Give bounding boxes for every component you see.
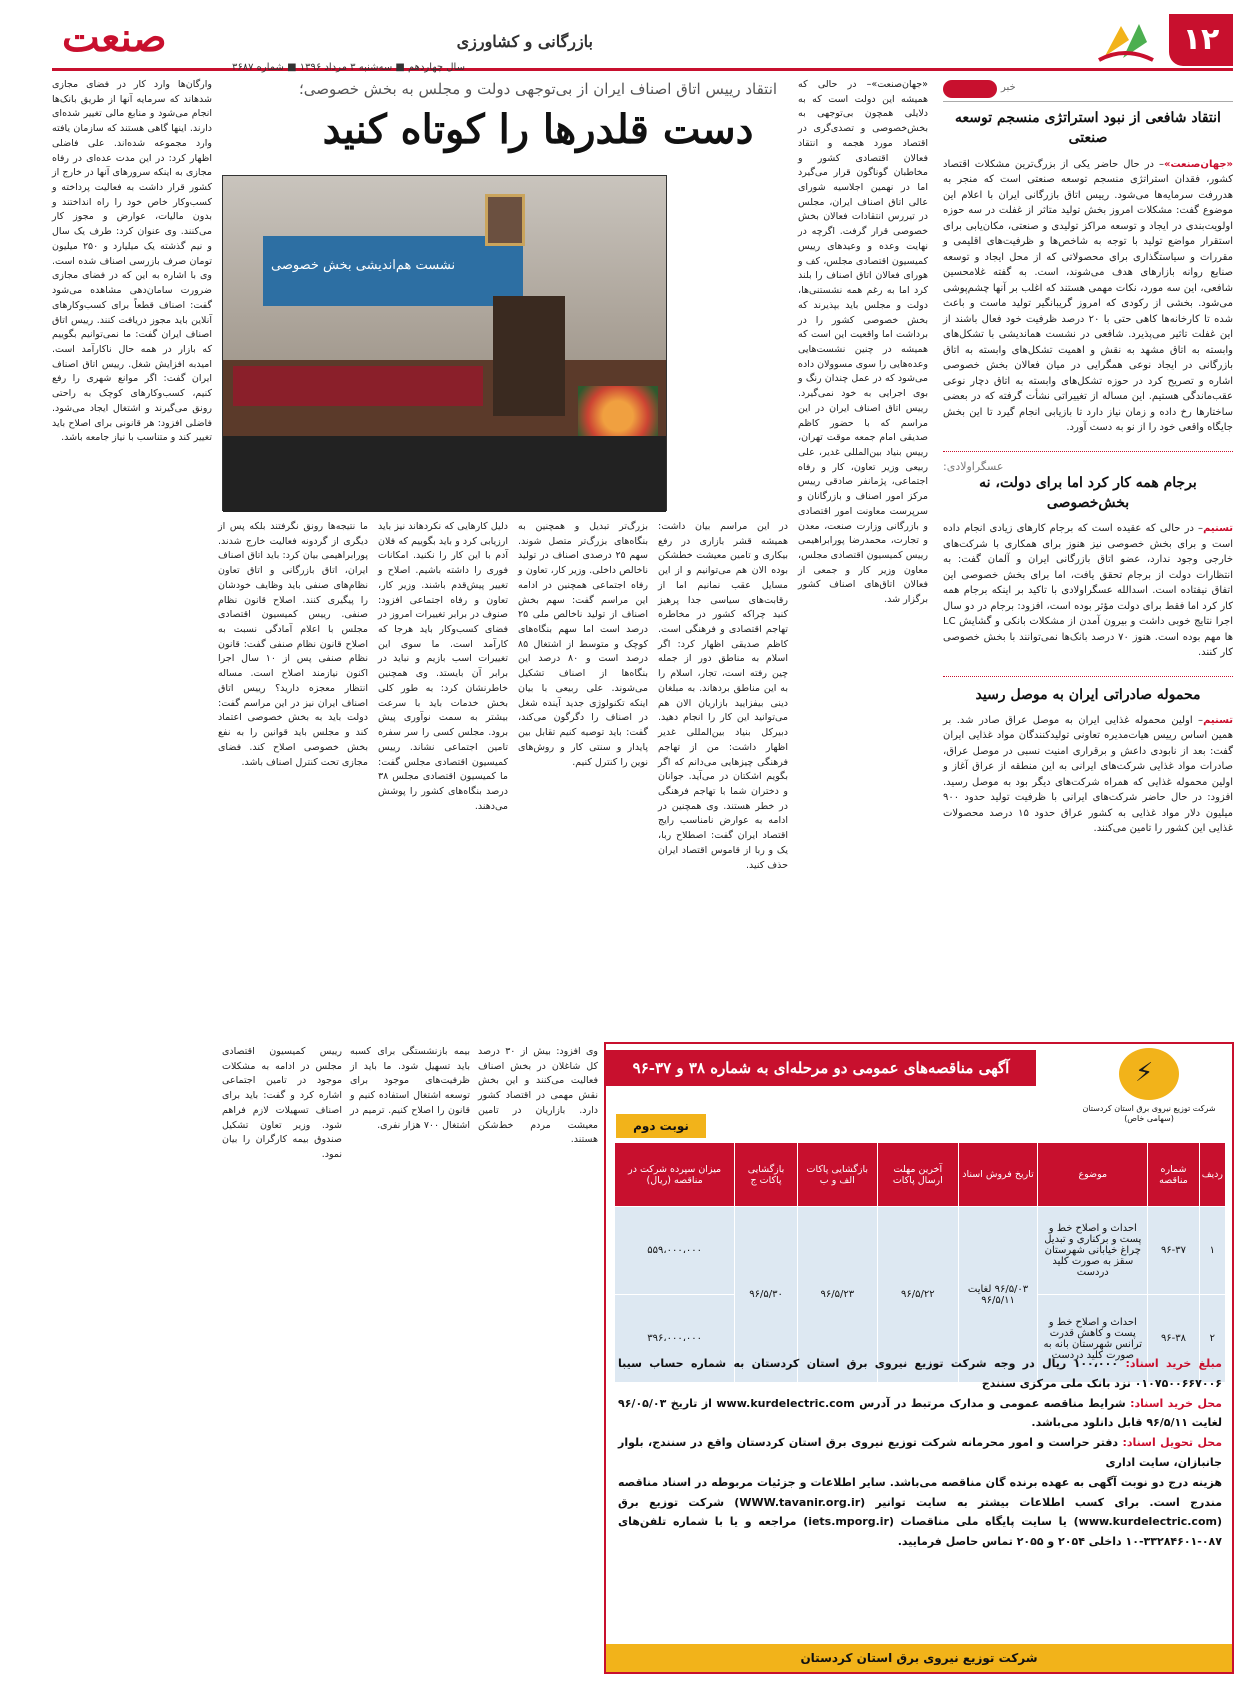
- article-lead-column: «جهان‌صنعت»– در حالی که همیشه این دولت است که به دلایلی همچون بی‌توجهی به بخش‌خصوصی و تصدی‌گری در اقتصاد مورد هجمه و انتقاد فعالان اقتصادی کشور و مخاطبان گوناگون قرار می‌گیرد اما در نهمین اجلاسیه شورای عالی اتاق اصناف ایران، مجلس در تیررس انتقادات فعالان بخش خصوصی قرار گرفت. اگرچه در نهایت وعده و وعیدهای رییس کمیسیون اقتصادی مجلس، کف و هورای فعالان اتاق اصناف را بلند کرد اما به رغم همه نشستنی‌ها، دولت و مجلس باید بپذیرند که بخش خصوصی کشور را در برداشت اما واقعیت این است که همیشه در چنین نشست‌هایی وعده‌هایی را سوی مسوولان داده می‌شود که در عمل چندان رنگ و بوی اجرایی به خود نمی‌گیرد. رییس اتاق اصناف ایران در این مراسم که با حضور کاظم صدیقی امام جمعه موقت تهران، رییس بنیاد بین‌المللی غدیر، علی ربیعی وزیر تعاون، کار و رفاه اجتماعی، پژمانفر صادقی رییس مرکز امور اصناف و بازرگانان و سرپرست معاونت امور اقتصادی و بازرگانی وزارت صنعت، معدن و تجارت، محمدرضا پورابراهیمی رییس کمیسیون اقتصادی مجلس، معاون وزیر کار و جمعی از فعالان اتاق‌های اصناف کشور برگزار شد.: [798, 79, 928, 606]
- photo-portrait: [485, 194, 525, 246]
- table-cell: ۹۶/۵/۲۳: [797, 1207, 877, 1383]
- col-header: آخرین مهلت ارسال پاکات: [877, 1143, 958, 1207]
- ad-footer-text: هزینه درج دو نوبت آگهی به عهده برنده گان مناقصه می‌باشد. سایر اطلاعات و جزئیات مربوطه در اسناد مناقصه مندرج است. برای کسب اطلاعات بیشتر به سایت توانیر (WWW.tavanir.org.ir) شرکت توزیع برق (www.kurdelectric.com) یا سایت پایگاه ملی مناقصات (iets.mporg.ir) مراجعه و یا با شماره تلفن‌های ۰۸۷-۳۳۲۸۴۶۰۱-۱۰ داخلی ۲۰۵۴ و ۲۰۵۵ تماس حاصل فرمایید.: [618, 1475, 1223, 1549]
- story1-body: [943, 157, 1233, 436]
- tender-table-header: [615, 1143, 1226, 1207]
- handshake-emblem-icon: [1095, 16, 1157, 68]
- delivery-place-text: دفتر حراست و امور محرمانه شرکت توزیع نیروی برق استان کردستان واقع در سنندج، بلوار جانبازان، سایت اداری: [618, 1436, 1222, 1469]
- masthead-info: سال چهاردهم ■ سه‌شنبه ۳ مرداد ۱۳۹۶ ■ شماره ۳۶۸۷: [232, 62, 465, 73]
- col-header: موضوع: [1038, 1143, 1148, 1207]
- col-header: میزان سپرده شرکت در مناقصه (ریال): [615, 1143, 735, 1207]
- table-cell: ۹۶/۵/۰۳ لغایت ۹۶/۵/۱۱: [958, 1207, 1037, 1383]
- banner-text: نشست هم‌اندیشی بخش خصوصی: [271, 258, 456, 273]
- company-logo: [1074, 1048, 1224, 1138]
- col-header: تاریخ فروش اسناد: [958, 1143, 1037, 1207]
- lightning-logo-icon: ⚡: [1119, 1048, 1179, 1100]
- article-column-3: بزرگ‌تر تبدیل و همچنین به بنگاه‌های بزرگ‌تر متصل شوند. سهم ۲۵ درصدی اصناف در تولید ناخالص داخلی. وزیر کار، تعاون و رفاه اجتماعی همچنین در ادامه این مراسم گفت: سهم بخش اصناف از تولید ناخالص ملی ۲۵ درصد است اما سهم بنگاه‌های کوچک و متوسط از اشتغال ۸۵ درصد است و ۸۰ درصد این بنگاه‌ها از اصناف تشکیل می‌شوند. علی ربیعی با بیان اینکه تکنولوژی جدید آینده شغل در اصناف را دگرگون می‌کند، گفت: باید توصیه کنیم تقابل بین پایدار و سنتی کار و روش‌های نوین را کنترل کنیم.: [518, 521, 648, 768]
- story3-body: [943, 713, 1233, 837]
- col-header: بازگشایی پاکات ج: [735, 1143, 797, 1207]
- purchase-price-label: مبلغ خرید اسناد:: [1125, 1357, 1222, 1370]
- ad-details: [618, 1354, 1222, 1552]
- table-cell: ۳۹۶،۰۰۰،۰۰۰: [615, 1295, 735, 1383]
- article-lower-column-2: بیمه بازنشستگی برای کسبه باید تسهیل شود. ما باید از ظرفیت‌های موجود برای توسعه اشتغال استفاده کنیم و قانون را اصلاح کنیم. ترمیم در اشتغال ۷۰۰ هزار نفری.: [350, 1046, 470, 1131]
- story3-title: محموله صادراتی ایران به موصل رسید: [975, 686, 1201, 703]
- tender-advertisement: [604, 1042, 1234, 1674]
- section-title: بازرگانی و کشاورزی: [456, 32, 593, 51]
- article-column-far-left: وارگان‌ها وارد کار در فضای مجازی شدهاند که سرمایه آنها از طریق بانک‌ها انجام می‌شود و منابع مالی تغییر شده‌ای دارند. اینها گاهی هستند که سازمان یافته وارد مجموعه شده‌اند. علی فاضلی اظهار کرد: در این مدت عده‌ای در رفاه مجازی به اینکه سرورهای آنها در خارج از کشور قرار داشت به فعالیت پرداخته و کسب‌وکار خاص خود را راه انداختند و بدون مالیات، عوارض و مجوز کار می‌کنند. وی عنوان کرد: طرف یک سال و نیم گذشته یک میلیارد و ۲۵۰ میلیون تومان صرف بازرسی اصناف شده است. وی با اشاره به این که در فضای مجازی ضرورت سامان‌دهی مشاهده می‌شود گفت: اصناف قطعاً برای کسب‌وکارهای آنلاین باید مجوز دریافت کنند. رییس اتاق اصناف ایران گفت: ما نمی‌توانیم بگوییم که بازار در همه حال ناکارآمد است. امیدبه افزایش شغل. رییس اتاق اصناف ایران گفت: اگر موانع شهری را رفع کنیم، کسب‌وکارهای کوچک به راحتی رونق می‌گیرند و اشتغال ایجاد می‌شود. فاضلی افزود: هر قانونی برای اصلاح باید تغییر کند و متناسب با نیاز جامعه باشد.: [52, 79, 212, 444]
- story3-lead: تسنیم: [1203, 714, 1233, 726]
- table-cell: ۱: [1199, 1207, 1225, 1295]
- divider: [943, 667, 1233, 677]
- photo-podium: [493, 296, 565, 416]
- photo-banner: [263, 236, 523, 306]
- table-cell: ۹۶/۵/۲۲: [877, 1207, 958, 1383]
- page-header: [52, 14, 1233, 74]
- article-kicker: انتقاد رییس اتاق اصناف ایران از بی‌توجهی دولت و مجلس به بخش خصوصی؛: [298, 80, 778, 98]
- story1-lead: «جهان‌صنعت»: [1164, 158, 1233, 170]
- table-cell: ۲: [1199, 1295, 1225, 1383]
- sidebar-tab-label: خبر: [1001, 82, 1016, 93]
- purchase-place-text: شرایط مناقصه عمومی و مدارک مرتبط در آدرس www.kurdelectric.com از تاریخ ۹۶/۰۵/۰۳ لغایت ۹۶/۵/۱۱ قابل دانلود می‌باشد.: [618, 1396, 1222, 1430]
- col-header: شماره مناقصه: [1148, 1143, 1199, 1207]
- col-header: بازگشایی پاکات الف و ب: [797, 1143, 877, 1207]
- table-cell: ۹۶-۳۷: [1148, 1207, 1199, 1295]
- page-number: ۱۲: [1169, 14, 1233, 66]
- tender-table: [614, 1142, 1226, 1383]
- story3-text: – اولین محموله غذایی ایران به موصل عراق صادر شد. بر همین اساس رییس هیات‌مدیره تعاونی تولیدکنندگان مواد غذایی ایران گفت: بعد از نابودی داعش و برقراری امنیت نسبی در موصل عراق، صادرات مواد غذایی شرکت‌های ایرانی به این منطقه از عراق آغاز و اولین محموله غذایی که همراه شرکت‌های دیگر بود به موصل رسید. افزود: در حال حاضر شرکت‌های ایرانی با ظرفیت تولید حدود ۹۰۰ میلیون دلار مواد غذایی به کشور عراق حدود ۱۵ درصد محصولات غذایی این کشور را تامین می‌کنند.: [943, 714, 1233, 835]
- story2-kicker: عسگراولادی:: [943, 459, 1004, 473]
- sidebar-pill-icon: [943, 80, 997, 98]
- newspaper-logo: [52, 14, 232, 68]
- news-sidebar: [943, 78, 1233, 1098]
- table-cell: ۵۵۹،۰۰۰،۰۰۰: [615, 1207, 735, 1295]
- headline-block: [288, 80, 788, 153]
- article-lower-column-3: وی افزود: بیش از ۳۰ درصد کل شاغلان در بخش اصناف فعالیت می‌کنند و این بخش نقش مهمی در اقتصاد کشور دارد. بازاریان در تامین معیشت مردم خط‌شکن هستند.: [478, 1046, 598, 1146]
- story2-title: برجام همه کار کرد اما برای دولت، نه بخش‌خصوصی: [979, 474, 1197, 511]
- article-column-4: دلیل کارهایی که نکردها‌ند نیز باید ارزیابی کرد و باید بگوییم که فلان آدم با این کار را نکنید. امکانات فوری را داشته باشیم. اصلاح و تغییر پیش‌قدم باشند. وزیر کار، تعاون و رفاه اجتماعی افزود: صنوف در برابر تغییرات امروز در فضای کسب‌وکار باید هرجا که کارآمد است. ما سوی این تغییرات اسب بازیم و نباید در برابر آن بایستد. وی همچنین خاطرنشان کرد: به طور کلی بخش خدمات باید با سرعت بیشتر به سمت نوآوری پیش برود. مجلس کسی را سر سفره تامین اجتماعی نشاند. رییس کمیسیون اقتصادی مجلس گفت: ما کمیسیون اقتصادی مجلس ۳۸ درصد بنگاه‌های کشور را پوشش می‌دهند.: [378, 521, 508, 812]
- table-row: [615, 1207, 1226, 1295]
- conference-photo: [222, 175, 667, 511]
- divider: [943, 442, 1233, 452]
- table-cell: احداث و اصلاح خط و پست و کاهش قدرت ترانس شهرستان بانه به صورت کلید دردست: [1038, 1295, 1148, 1383]
- article-lower-column-1: رییس کمیسیون اقتصادی مجلس در ادامه به مشکلات موجود در تامین اجتماعی اشاره کرد و گفت: باید برای اصناف تسهیلات لازم فراهم شود. وزیر تعاون تشکیل صندوق بیمه کارگران را بیان نمود.: [222, 1046, 342, 1161]
- article-headline: دست قلدرها را کوتاه کنید: [322, 106, 754, 153]
- ad-footer: شرکت توزیع نیروی برق استان کردستان: [606, 1644, 1232, 1672]
- col-header: ردیف: [1199, 1143, 1225, 1207]
- logo-text: صنعت: [62, 14, 167, 61]
- delivery-place-label: محل تحویل اسناد:: [1122, 1436, 1223, 1450]
- sidebar-tab: [943, 78, 1233, 102]
- purchase-price-text: ۱۰۰،۰۰۰ ریال در وجه شرکت توزیع نیروی برق استان کردستان به شماره حساب سیبا ۰۱۰۷۵۰۰۶۶۷۰۰۶ نزد بانک ملی مرکزی سنندج: [618, 1357, 1222, 1390]
- story2-body: [943, 521, 1233, 661]
- ad-turn-badge: نوبت دوم: [616, 1114, 706, 1138]
- ad-title: آگهی مناقصه‌های عمومی دو مرحله‌ای به شماره ۳۸ و ۳۷-۹۶: [606, 1050, 1036, 1086]
- story1-title: انتقاد شافعی از نبود استراتژی منسجم توسعه صنعتی: [955, 110, 1221, 147]
- story1-text: – در حال حاضر یکی از بزرگ‌ترین مشکلات اقتصاد کشور، فقدان استراتژی منسجم توسعه صنعتی است که منجر به هدررفت سرمایه‌ها می‌شود. رییس اتاق بازرگانی ایران با اعلام این موضوع گفت: مشکلات امروز بخش تولید متاثر از غفلت در سه حوزه اولویت‌بندی در ایجاد و توسعه مراکز تولیدی و صنعتی، مکان‌یابی برای استقرار مواضع تولید با توجه به شاخص‌ها و ظرفیت‌های اقلیمی و مقررات و سیاستگذاری برای محصولاتی که از محل ایجاد و توسعه صنایع روانه بازارهای هدف می‌شوند، است. به گفته غلامحسین شافعی، این سه مورد، نکات مهمی هستند که اغلب بر آنها چشم‌پوشی می‌شود. بخشی از رکودی که امروز گریبانگیر تولید ماست و باعث شده تا کارخانه‌ها کاهی حتی با ۲۰ درصد ظرفیت خود فعال باشند از این غفلت تاثیر می‌پذیرد. شافعی در نشست هماندیشی با تشکل‌های وابسته به اتاق مشهد به نقش و اهمیت تشکل‌های وابسته به اتاق بازرگانی در ایجاد نوعی همگرایی در میان فعالان بخش خصوصی اشاره و تصریح کرد در حوزه تشکل‌های وابسته به اتاق دچار نوعی عقب‌ماندگی هستیم. این مساله از تغییراتی نشأت گرفته که در بعضی ساختارها رخ داده و زمان نیاز دارد تا بازیابی انجام گیرد تا این بخش جایگاه واقعی خود را از نو به دست آورد.: [943, 158, 1233, 434]
- table-cell: ۹۶/۵/۳۰: [735, 1207, 797, 1383]
- article-column-2: در این مراسم بیان داشت: همیشه قشر بازاری در رفع بیکاری و تامین معیشت خطشکن بوده الان هم می‌توانیم و از این مسایل عقب نمانیم اما از رقابت‌های سیاسی جدا پرهیز کنید چراکه کشور در مخاطره تهاجم اقتصادی و فرهنگی است. کاظم صدیقی اظهار کرد: اگر اسلام به مناطق دور از جمله چین رفته است، تجار، اسلام را به این مناطق بردهاند. به مبلغان دینی بیفزایید بازاریان الان هم می‌توانید این کار را انجام دهید. دبیرکل بنیاد بین‌المللی غدیر اظهار داشت: من از تهاجم فرهنگی چیزهایی می‌دانم که اگر بگویم اشکتان در می‌آید. جوانان و دختران شما با تهاجم فرهنگی در خطر هستند. وی همچنین در ادامه به عوارض نامناسب رایج اقتصاد ایران گفت: اصطلاح ربا، یک و ربا از قاموس اقتصاد ایران حذف کنید.: [658, 521, 788, 871]
- company-name: شرکت توزیع نیروی برق استان کردستان (سهامی خاص): [1082, 1104, 1216, 1124]
- photo-audience: [223, 436, 666, 512]
- story2-lead: تسنیم: [1203, 523, 1233, 535]
- table-cell: ۹۶-۳۸: [1148, 1295, 1199, 1383]
- photo-table: [233, 366, 483, 406]
- article-column-5: ما نتیجه‌ها رونق نگرفتند بلکه پس از دیگری از گردونه فعالیت خارج شدند. پورابراهیمی بیان کرد: باید اتاق اصناف ایران، اتاق بازرگانی و اتاق تعاون نظام‌های صنفی باید وظایف خودشان را پیگیری کنند. اصلاح قانون نظام صنفی. رییس کمیسیون اقتصادی مجلس با اعلام آمادگی نسبت به اصلاح قانون نظام صنفی گفت: قانون نظام صنفی پس از ۱۰ سال اجرا اکنون نیازمند اصلاح است. مساله انتظار معجزه دارید؟ رییس اتاق اصناف ایران نیز در این مراسم گفت: دولت باید به بخش خصوصی اعتماد کند و مجلس باید قوانین را به نفع بخش خصوصی اصلاح کند. فضای مجازی تحت کنترل اصناف باشد.: [218, 521, 368, 768]
- table-cell: احداث و اصلاح خط و پست و برکناری و تبدیل چراغ خیابانی شهرستان سقز به صورت کلید دردست: [1038, 1207, 1148, 1295]
- story2-text: – در حالی که عقیده است که برجام کارهای زیادی انجام داده است و برای بخش خصوصی نیز هنوز برای همکاری با شرکت‌های خارجی وجود ندارد، عضو اتاق بازرگانی ایران و آلمان گفت: به انتظارات دولت از برجام تحقق یافت، اما برای بخش خصوصی این اتفاق نیفتاده است. اسدالله عسگراولادی با تاکید بر اینکه برجام همه کار کرد اما فقط برای دولت مؤثر بوده است، افزود: برجام در دو سال اجرا نتایج خوبی داشت و بیرون آمدن از مشکلات بانکی و گشایش LC ها مهم بوده است. هنوز ۷۰ درصد بانک‌ها نمی‌توانند با بخش خصوصی کار کنند.: [943, 523, 1233, 659]
- purchase-place-label: محل خرید اسناد:: [1130, 1396, 1222, 1410]
